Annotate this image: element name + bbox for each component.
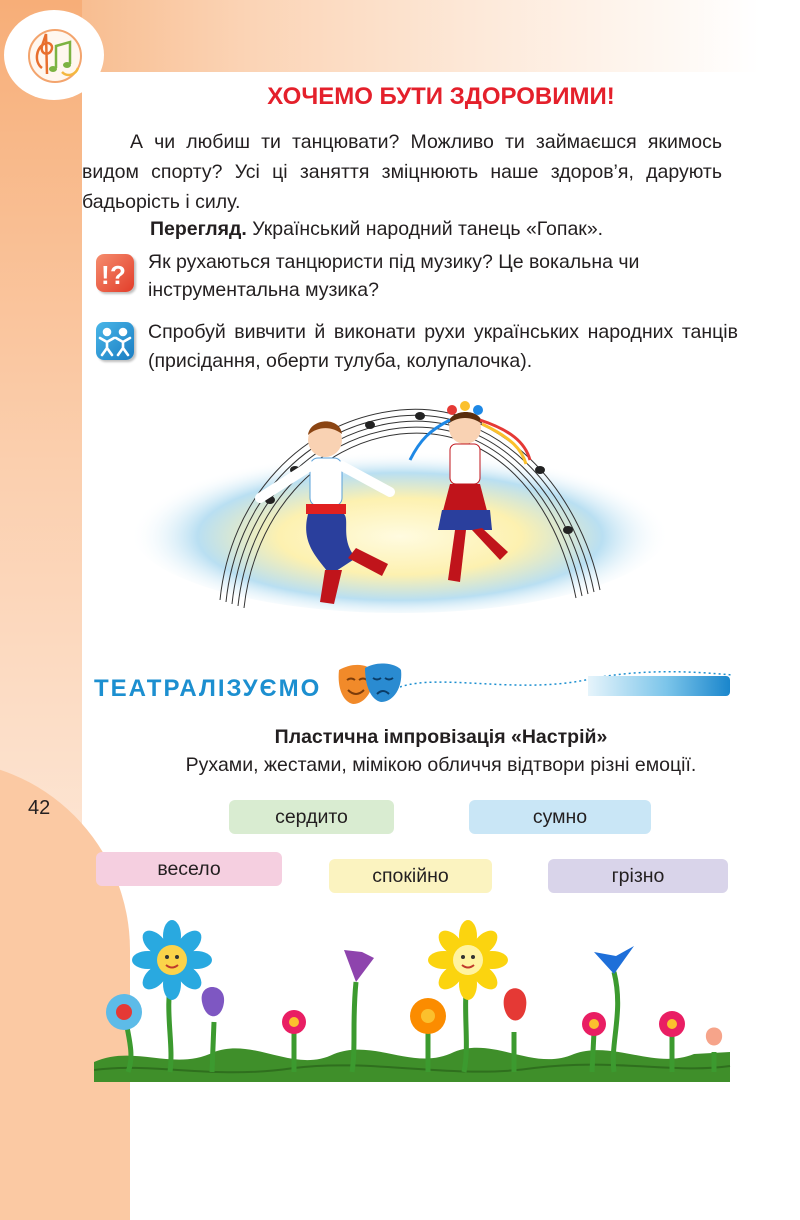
sunflower-left [132,920,212,1000]
sunflower-right [428,920,508,1000]
emotion-label-stern: грізно [548,859,728,893]
viewing-text: Український народний танець «Гопак». [246,218,604,240]
theatre-heading: ТЕАТРАЛІЗУЄМО [94,675,322,702]
svg-text:!: ! [101,260,110,290]
intro-paragraph: А чи любиш ти танцювати? Можливо ти займаєшся якимось видом спорту? Усі ці заняття зміцнюють наше здоров’я, дарують бадьорість і силу. [82,131,722,213]
viewing-label: Перегляд. [150,218,247,240]
flowers-illustration [94,912,734,1082]
dancing-people-icon [96,322,134,360]
music-notes-icon [24,28,86,84]
theatre-instruction: Рухами, жестами, мімікою обличчя відтвори різні емоції. [185,754,697,776]
emotion-label-calm: спокійно [329,859,492,893]
page-title: ХОЧЕМО БУТИ ЗДОРОВИМИ! [267,83,615,110]
emotion-label-sad: сумно [469,800,651,834]
theatre-subtitle: Пластична імпровізація «Настрій» [274,726,608,748]
viewing-line [150,214,730,244]
top-decorative-band [0,0,800,72]
dancers-illustration [120,380,680,630]
question-exclamation-icon [96,254,134,292]
emotion-label-angry: сердито [229,800,394,834]
theatre-masks-icon [335,660,405,710]
question-text: Як рухаються танцюристи під музику? Це вокальна чи інструментальна музика? [148,251,640,301]
page-number: 42 [28,797,51,819]
task-text: Спробуй вивчити й виконати рухи українських народних танців (присідання, оберти тулуба, колупалочка). [148,321,738,372]
svg-text:?: ? [110,260,126,290]
emotion-label-happy: весело [96,852,282,886]
decorative-blue-bar [588,676,730,696]
